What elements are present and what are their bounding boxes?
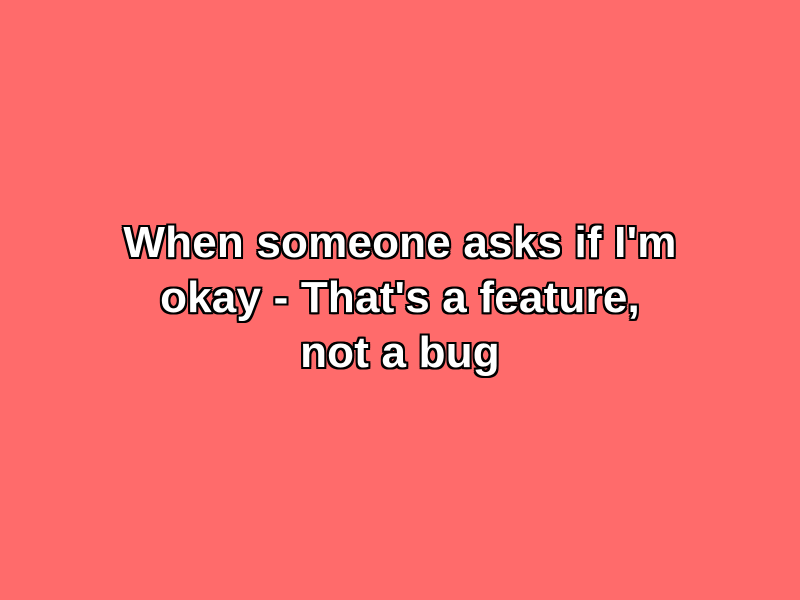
caption-line-1: When someone asks if I'm	[123, 218, 677, 267]
caption-line-2: okay - That's a feature,	[160, 273, 640, 322]
meme-caption	[80, 215, 720, 380]
caption-line-3: not a bug	[300, 328, 500, 377]
